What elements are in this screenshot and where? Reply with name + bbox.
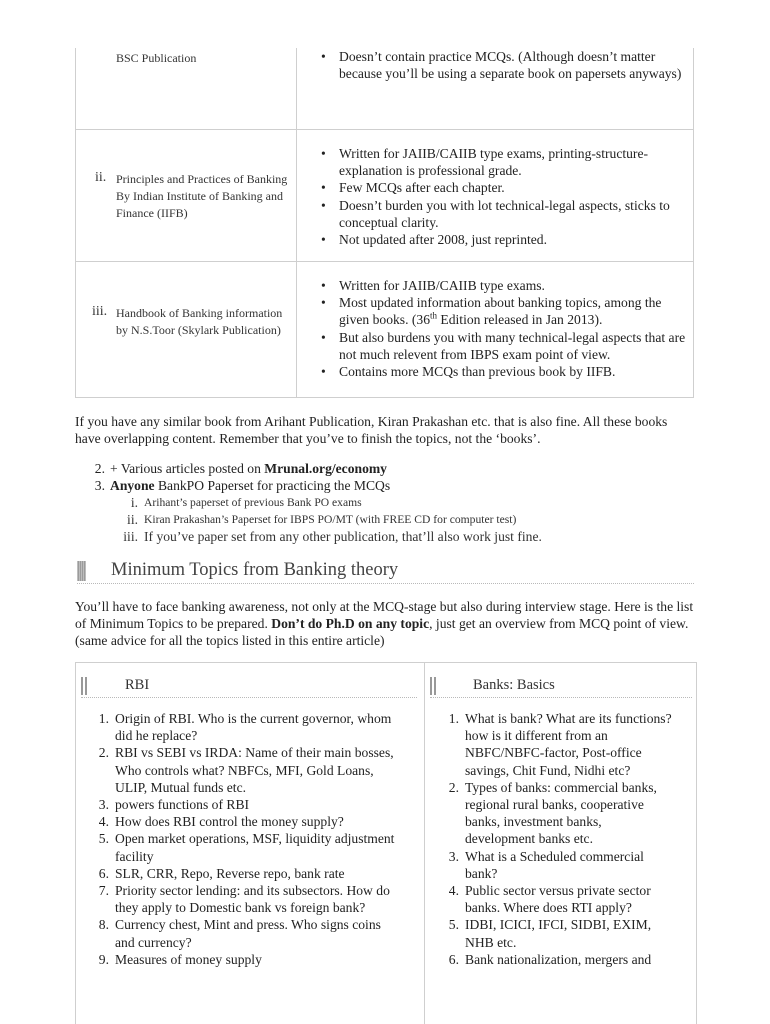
list-number: 1. (98, 711, 109, 726)
resource-bold: Anyone (110, 478, 155, 493)
list-item-line: NHB etc. (465, 934, 517, 950)
list-number: 7. (98, 883, 109, 898)
list-number: 5. (98, 831, 109, 847)
list-item: • Doesn’t contain practice MCQs. (Although doesn’t matter because you’ll be using a separate book on papersets anyways) (321, 48, 686, 82)
superscript: th (430, 310, 438, 321)
table-divider (424, 662, 425, 1024)
banks-title: Banks: Basics (473, 677, 555, 693)
list-item-line: What is a Scheduled commercial (465, 848, 644, 864)
intro-text: , just get an overview from MCQ point of view. (same advice for all the topics listed in this entire article) (75, 616, 689, 649)
list-number: 2. (98, 745, 109, 761)
list-item-line: Open market operations, MSF, liquidity adjustment (115, 831, 395, 847)
table-divider (296, 48, 297, 397)
list-item: • Written for JAIIB/CAIIB type exams. (321, 277, 693, 294)
list-item-line: Currency chest, Mint and press. Who signs coins (115, 917, 381, 933)
table-border-bottom (75, 397, 694, 398)
column-underline (430, 697, 692, 698)
list-item-line: did he replace? (115, 728, 198, 744)
list-item-line: Origin of RBI. Who is the current governor, whom (115, 711, 392, 726)
list-item: • Written for JAIIB/CAIIB type exams, printing-structure-explanation is professional grade. (321, 145, 686, 179)
column-bar-icon (430, 677, 437, 695)
similar-books-note: If you have any similar book from Arihant Publication, Kiran Prakashan etc. that is also fine. All these books have overlapping content. Remember that you’ve to finish the topics, not the ‘books’. (75, 414, 668, 447)
list-item-line: Priority sector lending: and its subsectors. How do (115, 883, 390, 898)
list-item-line: facility (115, 848, 154, 864)
table-row-book: BSC Publication (116, 51, 197, 65)
table-row-book: Principles and Practices of Banking By Indian Institute of Banking and Finance (IIFB) (116, 172, 288, 220)
list-item-line: IDBI, ICICI, IFCI, SIDBI, EXIM, (465, 917, 652, 933)
table-row-points (321, 145, 686, 248)
resource-prefix: + Various articles posted on (110, 461, 265, 476)
list-number: 4. (448, 883, 459, 898)
list-item-line: banks. Where does RTI apply? (465, 900, 632, 916)
intro-text: You’ll have to face banking awareness, not only at the MCQ-stage but also during interview stage. Here is the list of Minimum Topics to be prepared. (75, 599, 694, 632)
resource-rest: BankPO Paperset for practicing the MCQs (154, 478, 391, 493)
list-item-line: SLR, CRR, Repo, Reverse repo, bank rate (115, 865, 345, 881)
heading-bar-icon (77, 561, 86, 581)
list-item-line: regional rural banks, cooperative (465, 796, 644, 812)
mrunal-link[interactable]: Mrunal.org/economy (264, 461, 387, 476)
list-item: • Not updated after 2008, just reprinted. (321, 231, 686, 248)
list-item-line: Types of banks: commercial banks, (465, 779, 657, 795)
list-number: 4. (98, 814, 109, 830)
list-item-line: What is bank? What are its functions? (465, 711, 672, 726)
points-text: Most updated information about banking topics, among the given books. (36 (339, 295, 662, 328)
list-item (321, 294, 693, 328)
table-row-book: Handbook of Banking information by N.S.Toor (Skylark Publication) (116, 306, 283, 337)
rbi-title: RBI (125, 677, 150, 693)
list-number: 1. (448, 711, 459, 726)
subitem-text: If you’ve paper set from any other publication, that’ll also work just fine. (144, 529, 542, 544)
list-item-line: Who controls what? NBFCs, MFI, Gold Loans, (115, 762, 374, 778)
list-number: 2. (448, 779, 459, 795)
list-number: i. (130, 495, 138, 510)
list-item: • Few MCQs after each chapter. (321, 179, 686, 196)
table-border-right (696, 662, 697, 1024)
column-bar-icon (81, 677, 88, 695)
heading-underline (77, 583, 694, 584)
list-item-line: How does RBI control the money supply? (115, 814, 344, 830)
points-text: Edition released in Jan 2013). (437, 312, 603, 328)
section-intro (75, 598, 695, 650)
column-underline (81, 697, 417, 698)
list-number: 8. (98, 917, 109, 933)
list-item-line: Bank nationalization, mergers and (465, 951, 652, 967)
subitem-text: Kiran Prakashan’s Paperset for IBPS PO/MT (with FREE CD for computer test) (144, 513, 517, 526)
list-number: 3. (98, 797, 109, 812)
intro-bold: Don’t do Ph.D on any topic (271, 616, 430, 632)
list-number: iii. (123, 529, 138, 544)
table-row-numeral: iii. (92, 304, 108, 319)
list-item-line: and currency? (115, 934, 192, 950)
list-item-line: NBFC/NBFC-factor, Post-office (465, 745, 642, 761)
resource-text (110, 460, 387, 477)
table-border-left (75, 48, 76, 397)
list-item-line: powers functions of RBI (115, 797, 250, 812)
subitem-text: Arihant’s paperset of previous Bank PO exams (144, 496, 362, 509)
list-item-line: development banks etc. (465, 831, 593, 847)
list-number: ii. (127, 512, 138, 527)
list-item-line: banks, investment banks, (465, 814, 602, 830)
list-number: 2. (94, 461, 105, 476)
table-row-separator (75, 129, 694, 130)
resource-text (110, 477, 390, 494)
list-item: • Doesn’t burden you with lot technical-legal aspects, sticks to conceptual clarity. (321, 197, 686, 231)
list-number: 6. (448, 951, 459, 967)
list-item-line: savings, Chit Fund, Nidhi etc? (465, 762, 631, 778)
table-row-numeral: ii. (95, 170, 107, 185)
list-item-line: they apply to Domestic bank vs foreign bank? (115, 900, 366, 916)
list-item-line: Measures of money supply (115, 951, 262, 967)
list-item-line: bank? (465, 865, 498, 881)
table-row-points (321, 277, 693, 380)
list-item-line: RBI vs SEBI vs IRDA: Name of their main bosses, (115, 745, 394, 761)
list-number: 9. (98, 951, 109, 967)
list-item-line: how is it different from an (465, 728, 608, 744)
list-number: 3. (448, 848, 459, 864)
table-row-separator (75, 261, 694, 262)
list-number: 5. (448, 917, 459, 933)
table-row-points (321, 48, 686, 82)
list-number: 3. (94, 478, 105, 493)
table-border-top (75, 662, 697, 663)
section-heading: Minimum Topics from Banking theory (111, 560, 399, 580)
list-item: • But also burdens you with many technical-legal aspects that are not much relevent from IBPS exam point of view. (321, 329, 693, 363)
table-border-right (693, 48, 694, 397)
list-number: 6. (98, 865, 109, 881)
list-item-line: ULIP, Mutual funds etc. (115, 779, 247, 795)
list-item-line: Public sector versus private sector (465, 883, 651, 898)
list-item: • Contains more MCQs than previous book by IIFB. (321, 363, 693, 380)
table-border-left (75, 662, 76, 1024)
